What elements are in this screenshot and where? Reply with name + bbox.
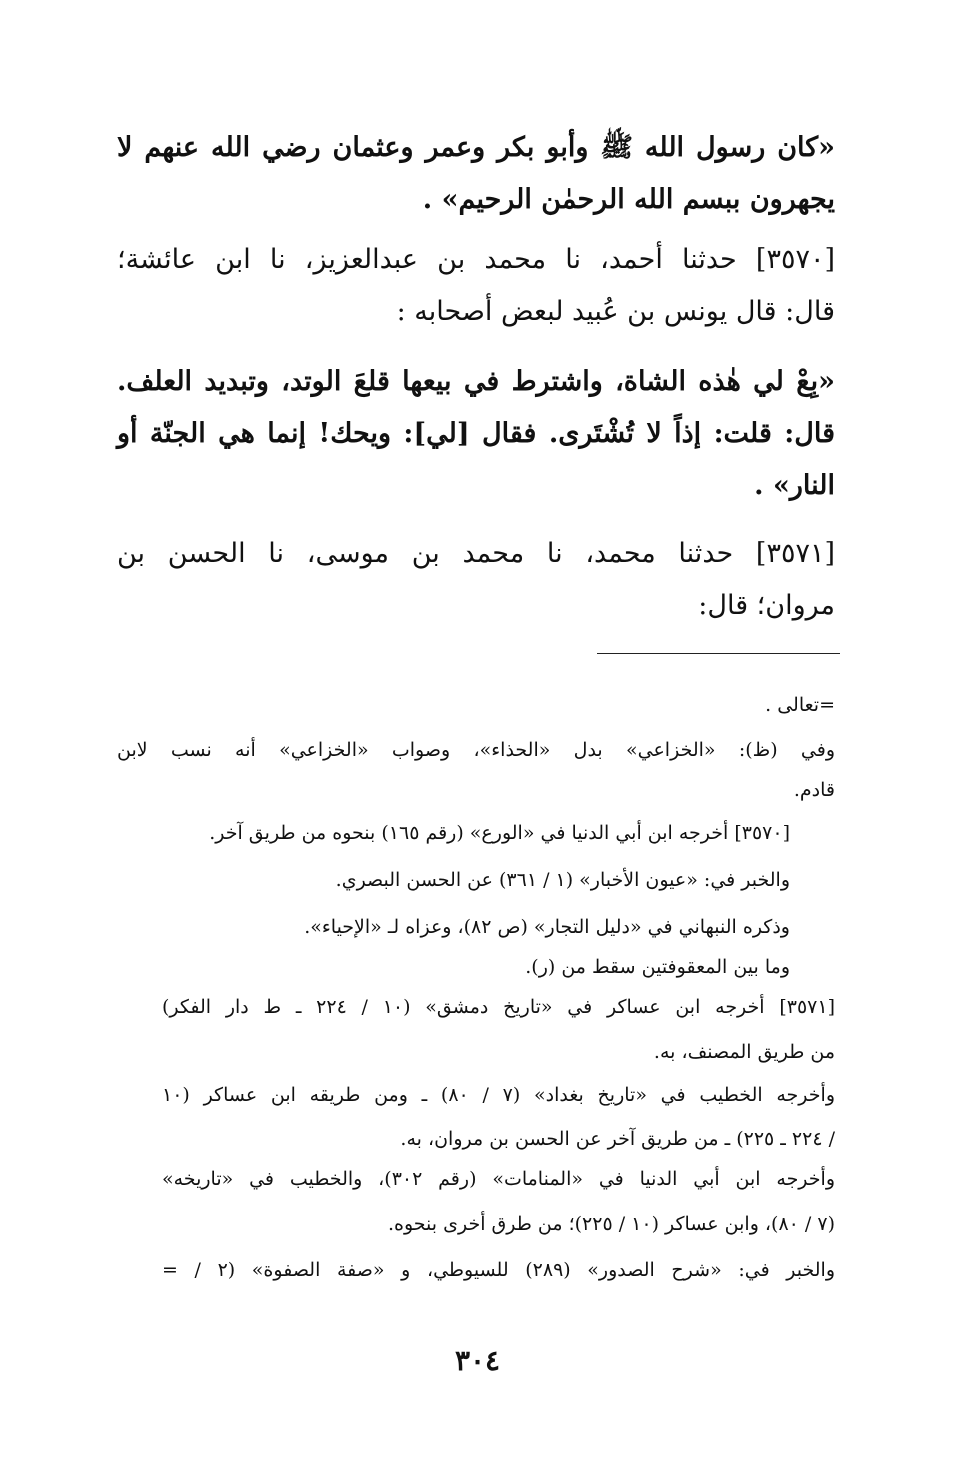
footnote-line: وأخرجه ابن أبي الدنيا في «المنامات» (رقم ٣٠٢)، والخطيب في «تاريخه» [162, 1168, 835, 1190]
quote-text-line: «كان رسول الله ﷺ وأبو بكر وعمر وعثمان رضي الله عنهم لا [117, 132, 835, 163]
hadith-isnad-line: مروان؛ قال: [698, 590, 835, 621]
footnote-line: وذكره النبهاني في «دليل التجار» (ص ٨٢)، وعزاه لـ «الإحياء». [304, 916, 790, 938]
hadith-isnad-line: قال: قال يونس بن عُبيد لبعض أصحابه : [396, 296, 835, 327]
footnote-line: [٣٥٧١] أخرجه ابن عساكر في «تاريخ دمشق» (١٠ / ٢٢٤ ـ ط دار الفكر) [162, 996, 835, 1018]
quote-text-line: «بِعْ لي هٰذه الشاة، واشترط في بيعها قلعَ الوتد، وتبديد العلف. [117, 366, 835, 397]
footnote-line: =تعالى . [765, 694, 835, 716]
footnote-line: [٣٥٧٠] أخرجه ابن أبي الدنيا في «الورع» (رقم ١٦٥) بنحوه من طريق آخر. [209, 822, 790, 844]
quote-text-line: يجهرون ببسم الله الرحمٰن الرحيم» . [422, 184, 835, 215]
footnote-line: والخبر في: «عيون الأخبار» (١ / ٣٦١) عن الحسن البصري. [335, 869, 790, 891]
hadith-isnad-line: [٣٥٧١] حدثنا محمد، نا محمد بن موسى، نا الحسن بن [117, 538, 835, 569]
footnote-line: (٧ / ٨٠)، وابن عساكر (١٠ / ٢٢٥)؛ من طرق أخرى بنحوه. [387, 1213, 835, 1235]
quote-text-line: قال: قلت: إذاً لا تُشْتَرى. فقال [لي]: ويحك! إنما هي الجنّة أو [117, 418, 835, 449]
footnote-line: وفي (ظ): «الخزاعي» بدل «الحذاء»، وصواب «الخزاعي» أنه نسب لابن [117, 739, 835, 761]
footnote-line: والخبر في: «شرح الصدور» (٢٨٩) للسيوطي، و «صفة الصفوة» (٢ / = [162, 1259, 835, 1281]
footnote-separator [597, 653, 840, 654]
footnote-line: وما بين المعقوفتين سقط من (ر). [525, 956, 790, 978]
quote-text-line: النار» . [754, 470, 835, 501]
footnote-line: قادم. [793, 779, 835, 801]
page-number: ٣٠٤ [454, 1344, 501, 1377]
footnote-line: من طريق المصنف، به. [653, 1041, 835, 1063]
footnote-line: وأخرجه الخطيب في «تاريخ بغداد» (٧ / ٨٠) ـ ومن طريقه ابن عساكر (١٠ [162, 1084, 835, 1106]
footnote-line: / ٢٢٤ ـ ٢٢٥) ـ من طريق آخر عن الحسن بن مروان، به. [400, 1128, 835, 1150]
hadith-isnad-line: [٣٥٧٠] حدثنا أحمد، نا محمد بن عبدالعزيز، نا ابن عائشة؛ [117, 244, 835, 275]
